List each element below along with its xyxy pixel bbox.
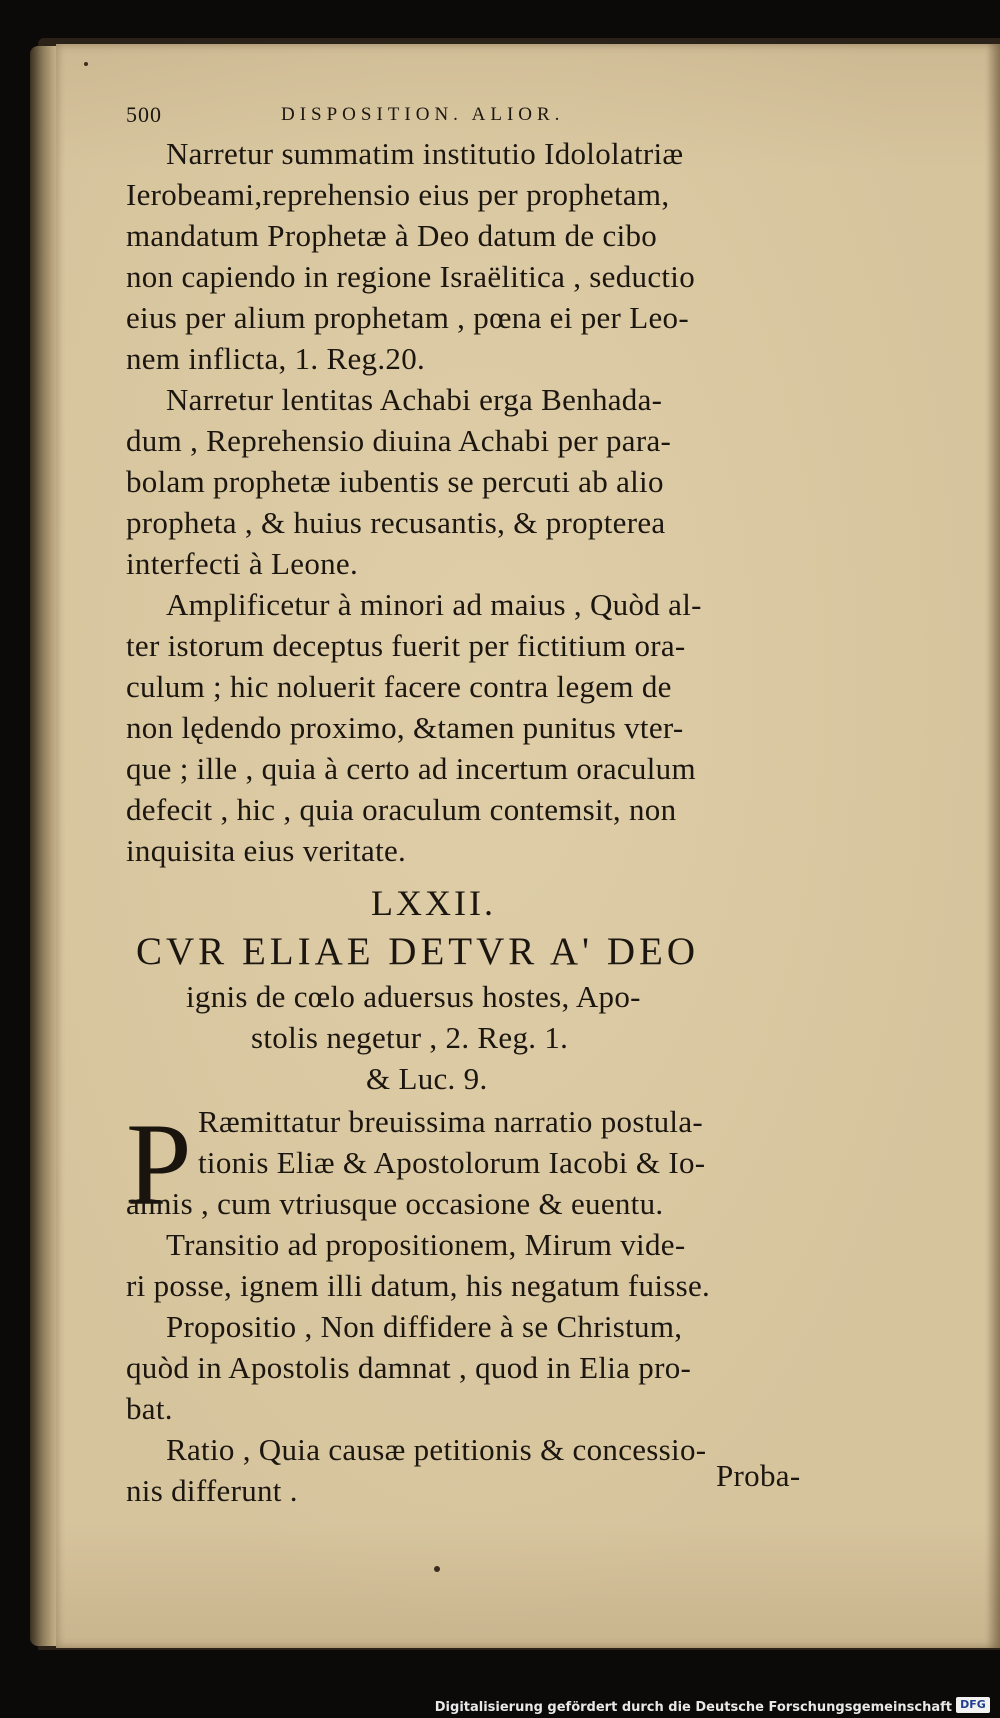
text-line: quòd in Apostolis damnat , quod in Elia pro- [126, 1350, 692, 1385]
text-line: Ierobeami,reprehensio eius per prophetam, [126, 177, 670, 212]
drop-cap: P [126, 1099, 192, 1230]
scan-border [38, 1650, 1000, 1672]
text-line: inquisita eius veritate. [126, 833, 407, 868]
text-line: annis , cum vtriusque occasione & euentu. [126, 1186, 664, 1221]
section-title-line: & Luc. 9. [366, 1061, 488, 1096]
text-line: dum , Reprehensio diuina Achabi per para- [126, 423, 672, 458]
catchword: Proba- [716, 1458, 801, 1493]
text-line: bolam prophetæ iubentis se percuti ab alio [126, 464, 664, 499]
text-line: propheta , & huius recusantis, & propterea [126, 505, 666, 540]
text-line: bat. [126, 1391, 173, 1426]
text-line: Propositio , Non diffidere à se Christum, [166, 1309, 683, 1344]
text-line: nem inflicta, 1. Reg.20. [126, 341, 426, 376]
text-line: Narretur lentitas Achabi erga Benhada- [166, 382, 663, 417]
section-title: CVR ELIAE DETVR A' DEO [136, 930, 699, 973]
ink-spot [84, 62, 88, 66]
text-line: tionis Eliæ & Apostolorum Iacobi & Io- [198, 1145, 706, 1180]
text-line: ri posse, ignem illi datum, his negatum fuisse. [126, 1268, 711, 1303]
text-line: Narretur summatim institutio Idololatriæ [166, 136, 684, 171]
text-line: defecit , hic , quia oraculum contemsit, non [126, 792, 677, 827]
section-number: LXXII. [371, 883, 496, 923]
page-number: 500 [126, 102, 162, 127]
section-title-line: stolis negetur , 2. Reg. 1. [251, 1020, 569, 1055]
text-line: ter istorum deceptus fuerit per fictitium ora- [126, 628, 686, 663]
text-line: Ratio , Quia causæ petitionis & concessio- [166, 1432, 707, 1467]
text-line: Transitio ad propositionem, Mirum vide- [166, 1227, 686, 1262]
text-line: Ræmittatur breuissima narratio postula- [198, 1104, 704, 1139]
text-line: non capiendo in regione Israëlitica , seductio [126, 259, 696, 294]
running-title: DISPOSITION. ALIOR. [281, 104, 565, 125]
dfg-logo: DFG [956, 1697, 990, 1713]
text-line: culum ; hic noluerit facere contra legem de [126, 669, 672, 704]
text-line: non lędendo proximo, &tamen punitus vter- [126, 710, 684, 745]
text-line: nis differunt . [126, 1473, 298, 1508]
digitization-credit: Digitalisierung gefördert durch die Deutsche Forschungsgemeinschaft [434, 1700, 952, 1715]
section-title-line: ignis de cœlo aduersus hostes, Apo- [186, 979, 641, 1014]
text-line: interfecti à Leone. [126, 546, 359, 581]
page-edge [30, 46, 58, 1646]
page-gutter-shadow [986, 44, 1000, 1648]
scanned-page [56, 44, 1000, 1648]
text-line: Amplificetur à minori ad maius , Quòd al- [166, 587, 702, 622]
text-line: que ; ille , quia à certo ad incertum oraculum [126, 751, 696, 786]
text-line: mandatum Prophetæ à Deo datum de cibo [126, 218, 658, 253]
ink-spot [434, 1566, 440, 1572]
text-line: eius per alium prophetam , pœna ei per Leo- [126, 300, 689, 335]
